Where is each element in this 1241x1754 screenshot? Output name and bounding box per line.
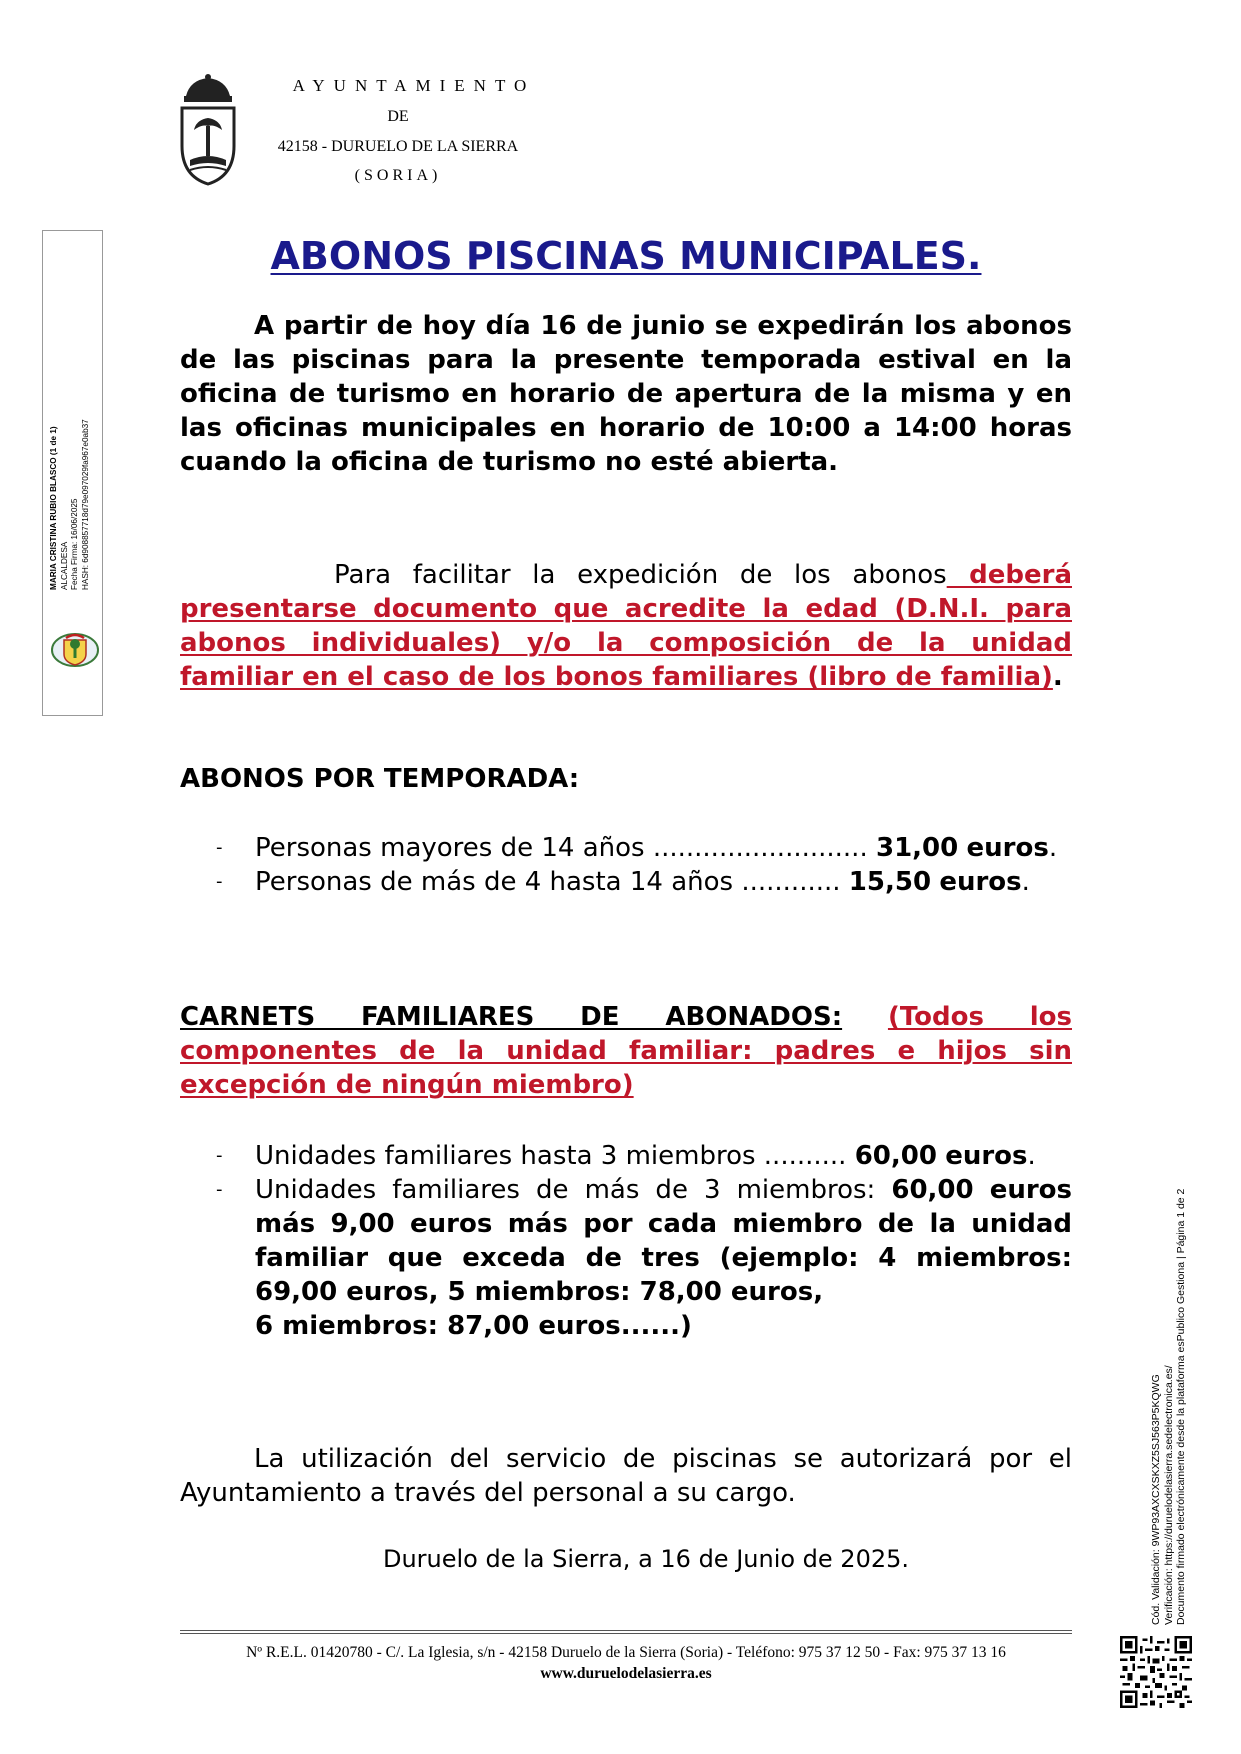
validation-code: Cód. Validación: 9WP93AXCXSKXZ5SJ563P5KQWG	[1150, 1374, 1162, 1625]
price: 60,00	[891, 1175, 974, 1205]
signing-date: Duruelo de la Sierra, a 16 de Junio de 2025.	[382, 1545, 910, 1573]
family-cards-note: (Todos los componentes de la unidad familiar: padres e hijos sin excepción de ningún miembro)	[180, 1002, 1072, 1100]
closing-paragraph: La utilización del servicio de piscinas se autorizará por el Ayuntamiento a través del personal a su cargo.	[180, 1444, 1072, 1508]
institution-header	[228, 76, 568, 185]
validation-platform: Documento firmado electrónicamente desde la plataforma esPublico Gestiona | Página 1 de 2	[1175, 1188, 1187, 1625]
requirements-intro: Para facilitar la expedición de los abonos	[334, 560, 947, 590]
header-line-1: AYUNTAMIENTO	[292, 76, 536, 95]
signature-hash: HASH: 6d908857718d79e097029fa967e0ab37	[80, 419, 90, 590]
family-cards-heading: CARNETS FAMILIARES DE ABONADOS: (Todos los componentes de la unidad familiar: padres e hijos sin excepción de ningún miembro)	[180, 1002, 1072, 1100]
list-item: - Unidades familiares de más de 3 miembros: 60,00 euros más 9,00 euros más por cada miembro de la unidad familiar que exceda de tres (ejemplo: 4 miembros: 69,00 euros, 5 miembros: 78,00 euros, 6 miembros: 87,00 euros......)	[216, 1175, 1072, 1341]
municipal-seal-icon	[50, 632, 100, 668]
qr-code-icon	[1120, 1636, 1192, 1708]
header-line-3: 42158 - DURUELO DE LA SIERRA	[277, 138, 519, 155]
header-line-4: (SORIA)	[354, 167, 442, 184]
requirements-highlight: deberá presentarse documento que acredite la edad (D.N.I. para abonos individuales) y/o la composición de la unidad familiar en el caso de los bonos familiares (libro de familia)	[180, 560, 1072, 692]
list-item: - Unidades familiares hasta 3 miembros .......... 60,00 euros.	[216, 1141, 1036, 1171]
signer-name: MARIA CRISTINA RUBIO BLASCO (1 de 1)	[49, 426, 58, 590]
price: 15,50	[848, 867, 932, 897]
document-title: ABONOS PISCINAS MUNICIPALES.	[270, 234, 982, 278]
validation-text	[1150, 1085, 1188, 1625]
footer-divider	[180, 1633, 1072, 1634]
price: 31,00	[875, 833, 959, 863]
season-passes-heading: ABONOS POR TEMPORADA:	[180, 764, 580, 794]
signature-date: Fecha Firma: 16/06/2025	[70, 498, 79, 590]
list-item: - Personas mayores de 14 años .......................... 31,00 euros.	[216, 833, 1058, 863]
footer-website: www.duruelodelasierra.es	[540, 1665, 712, 1682]
footer	[180, 1642, 1072, 1684]
signer-role: ALCALDESA	[59, 541, 69, 590]
signature-text	[49, 350, 91, 590]
intro-paragraph: A partir de hoy día 16 de junio se expedirán los abonos de las piscinas para la presente temporada estival en la oficina de turismo en horario de apertura de la misma y en las oficinas municipales en horario de 10:00 a 14:00 horas cuando la oficina de turismo no esté abierta.	[180, 311, 1072, 477]
footer-address: Nº R.E.L. 01420780 - C/. La Iglesia, s/n - 42158 Duruelo de la Sierra (Soria) - Teléfono: 975 37 12 50 - Fax: 975 37 13 16	[246, 1644, 1006, 1661]
family-cards-list	[180, 1139, 1072, 1343]
validation-url: Verificación: https://duruelodelasierra.sedelectronica.es/	[1162, 1365, 1175, 1625]
header-line-2: DE	[387, 108, 409, 125]
season-passes-list	[180, 831, 1072, 899]
price: 60,00	[854, 1141, 937, 1171]
footer-divider	[180, 1630, 1072, 1631]
list-item: - Personas de más de 4 hasta 14 años ............ 15,50 euros.	[216, 867, 1030, 897]
requirements-paragraph: Para facilitar la expedición de los abonos deberá presentarse documento que acredite la edad (D.N.I. para abonos individuales) y/o la composición de la unidad familiar en el caso de los bonos familiares (libro de familia).	[180, 560, 1072, 692]
